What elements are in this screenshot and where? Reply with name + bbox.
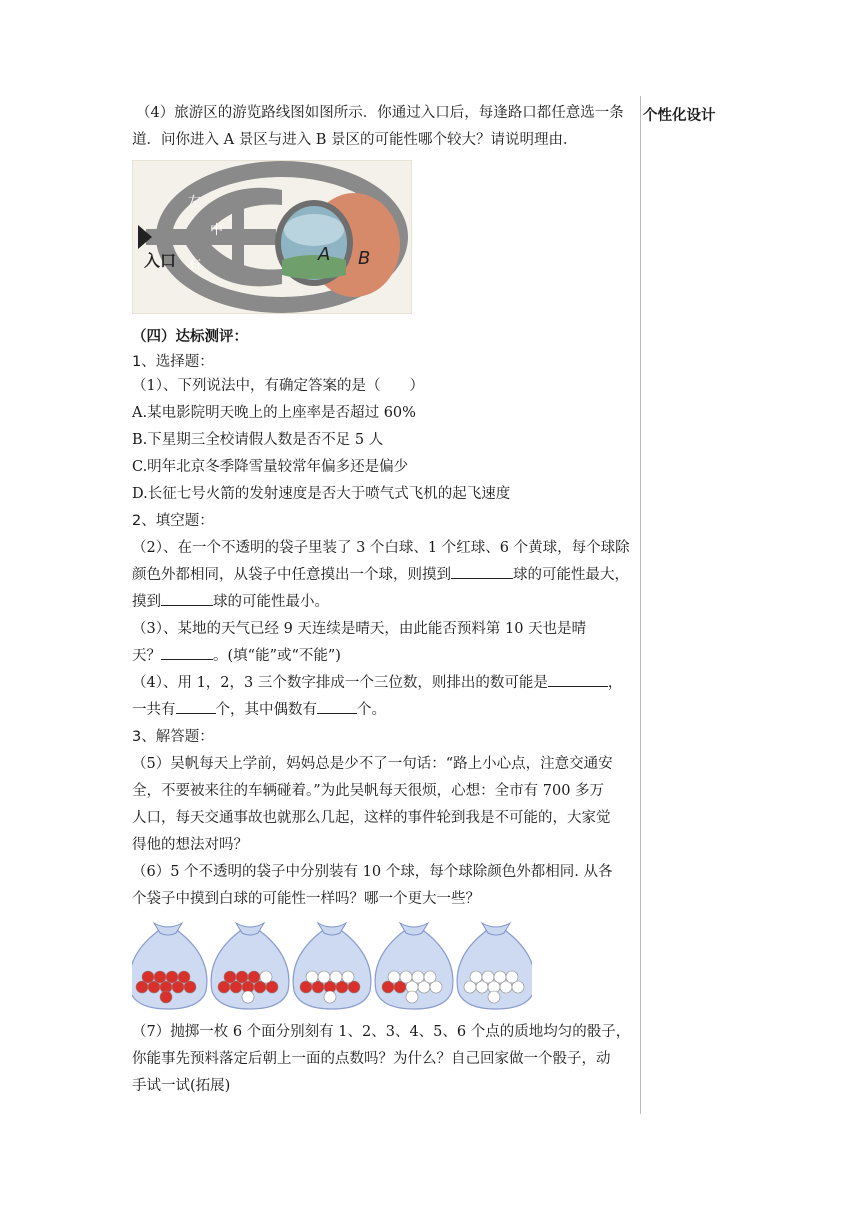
white-ball [424,971,436,983]
white-ball [494,971,506,983]
map-zone-b-label: B [358,248,371,269]
q4-intro-line1: （4）旅游区的游览路线图如图所示．你通过入口后，每逢路口都任意选一条 [136,105,624,121]
q4f-blank-even[interactable] [317,698,357,714]
q4f-line1-part2: ， [607,675,623,691]
q1-option-b: B.下星期三全校请假人数是否不足 5 人 [132,432,384,448]
fill-section-title: 2、填空题： [132,513,214,529]
ball-bag [132,923,207,1009]
white-ball [400,971,412,983]
q3-line2-part1: 天？ [132,648,161,664]
q2-line1: （2）、在一个不透明的袋子里装了 3 个白球、1 个红球、6 个黄球，每个球除 [132,540,630,556]
q3-line1: （3）、某地的天气已经 9 天连续是晴天，由此能否预料第 10 天也是晴 [132,621,587,637]
white-ball [306,971,318,983]
q2-blank-most[interactable] [451,563,513,579]
q4f-line2-part1: 一共有 [132,702,176,718]
q2-blank-least[interactable] [161,590,213,606]
q1-option-a: A.某电影院明天晚上的上座率是否超过 60% [132,405,416,421]
q3-blank[interactable] [161,644,213,660]
q1-option-c: C.明年北京冬季降雪量较常年偏多还是偏少 [132,459,409,475]
q4f-blank-numbers[interactable] [548,671,608,687]
q1-stem: （1）、下列说法中，有确定答案的是（ ） [132,378,424,394]
worksheet-content [132,100,638,1100]
ball-bag [293,923,371,1009]
q2-line3-part2: 球的可能性最小。 [213,594,329,610]
white-ball [488,991,500,1003]
q4f-blank-count[interactable] [176,698,216,714]
choice-section-title: 1、选择题： [132,354,214,370]
q4f-line1-part1: （4）、用 1，2，3 三个数字排成一个三位数，则排出的数可能是 [132,675,548,691]
white-ball [470,971,482,983]
q2-line2-part2: 球的可能性最大， [513,567,629,583]
red-ball [178,971,190,983]
q6-line1: （6）5 个不透明的袋子中分别装有 10 个球，每个球除颜色外都相同. 从各 [132,864,613,880]
section-title: （四）达标测评： [132,329,248,345]
red-ball [154,971,166,983]
ball-bag [211,923,289,1009]
white-ball [260,971,272,983]
white-ball [324,991,336,1003]
q3-line2-part2: 。(填“能”或“不能”) [213,648,341,664]
q5-line3: 人口，每天交通事故也就那么几起，这样的事件轮到我是不可能的，大家觉 [132,810,611,826]
map-entrance-label: 入口 [144,251,177,270]
q7-line2: 你能事先预料落定后朝上一面的点数吗？为什么？自己回家做一个骰子，动 [132,1051,611,1067]
red-ball [248,971,260,983]
map-zone-a-label: A [318,244,331,265]
q1-option-d: D.长征七号火箭的发射速度是否大于喷气式飞机的起飞速度 [132,486,511,502]
q6-line2: 个袋子中摸到白球的可能性一样吗？哪一个更大一些？ [132,891,480,907]
white-ball [242,991,254,1003]
white-ball [318,971,330,983]
ball-bags-figure [132,917,532,1013]
white-ball [342,971,354,983]
white-ball [506,971,518,983]
white-ball [482,971,494,983]
q2-line3-part1: 摸到 [132,594,161,610]
column-divider [640,96,641,1114]
red-ball [160,991,172,1003]
q7-line1: （7）抛掷一枚 6 个面分别刻有 1、2、3、4、5、6 个点的质地均匀的骰子， [132,1024,631,1040]
white-ball [406,991,418,1003]
map-right-label: 右 [188,257,202,272]
white-ball [412,971,424,983]
white-ball [330,971,342,983]
red-ball [142,971,154,983]
q5-line2: 全，不要被来往的车辆碰着。”为此吴帆每天很烦，心想：全市有 700 多万 [132,783,605,799]
red-ball [236,971,248,983]
answer-section-title: 3、解答题： [132,729,214,745]
q4-intro-line2: 道．问你进入 A 景区与进入 B 景区的可能性哪个较大？请说明理由． [132,132,578,148]
map-middle-label: 中 [210,223,224,238]
red-ball [166,971,178,983]
q4f-line2-part3: 个。 [357,702,386,718]
q5-line4: 得他的想法对吗？ [132,837,248,853]
side-column-title: 个性化设计 [643,108,716,124]
white-ball [388,971,400,983]
ball-bag [457,923,532,1009]
q7-line3: 手试一试(拓展) [132,1078,231,1094]
q2-line2-part1: 颜色外都相同，从袋子中任意摸出一个球，则摸到 [132,567,451,583]
ball-bag [375,923,453,1009]
red-ball [224,971,236,983]
route-map-figure [132,160,412,314]
map-left-label: 左 [188,195,202,210]
q4f-line2-part2: 个，其中偶数有 [215,702,317,718]
q5-line1: （5）吴帆每天上学前，妈妈总是少不了一句话：“路上小心点，注意交通安 [132,756,613,772]
